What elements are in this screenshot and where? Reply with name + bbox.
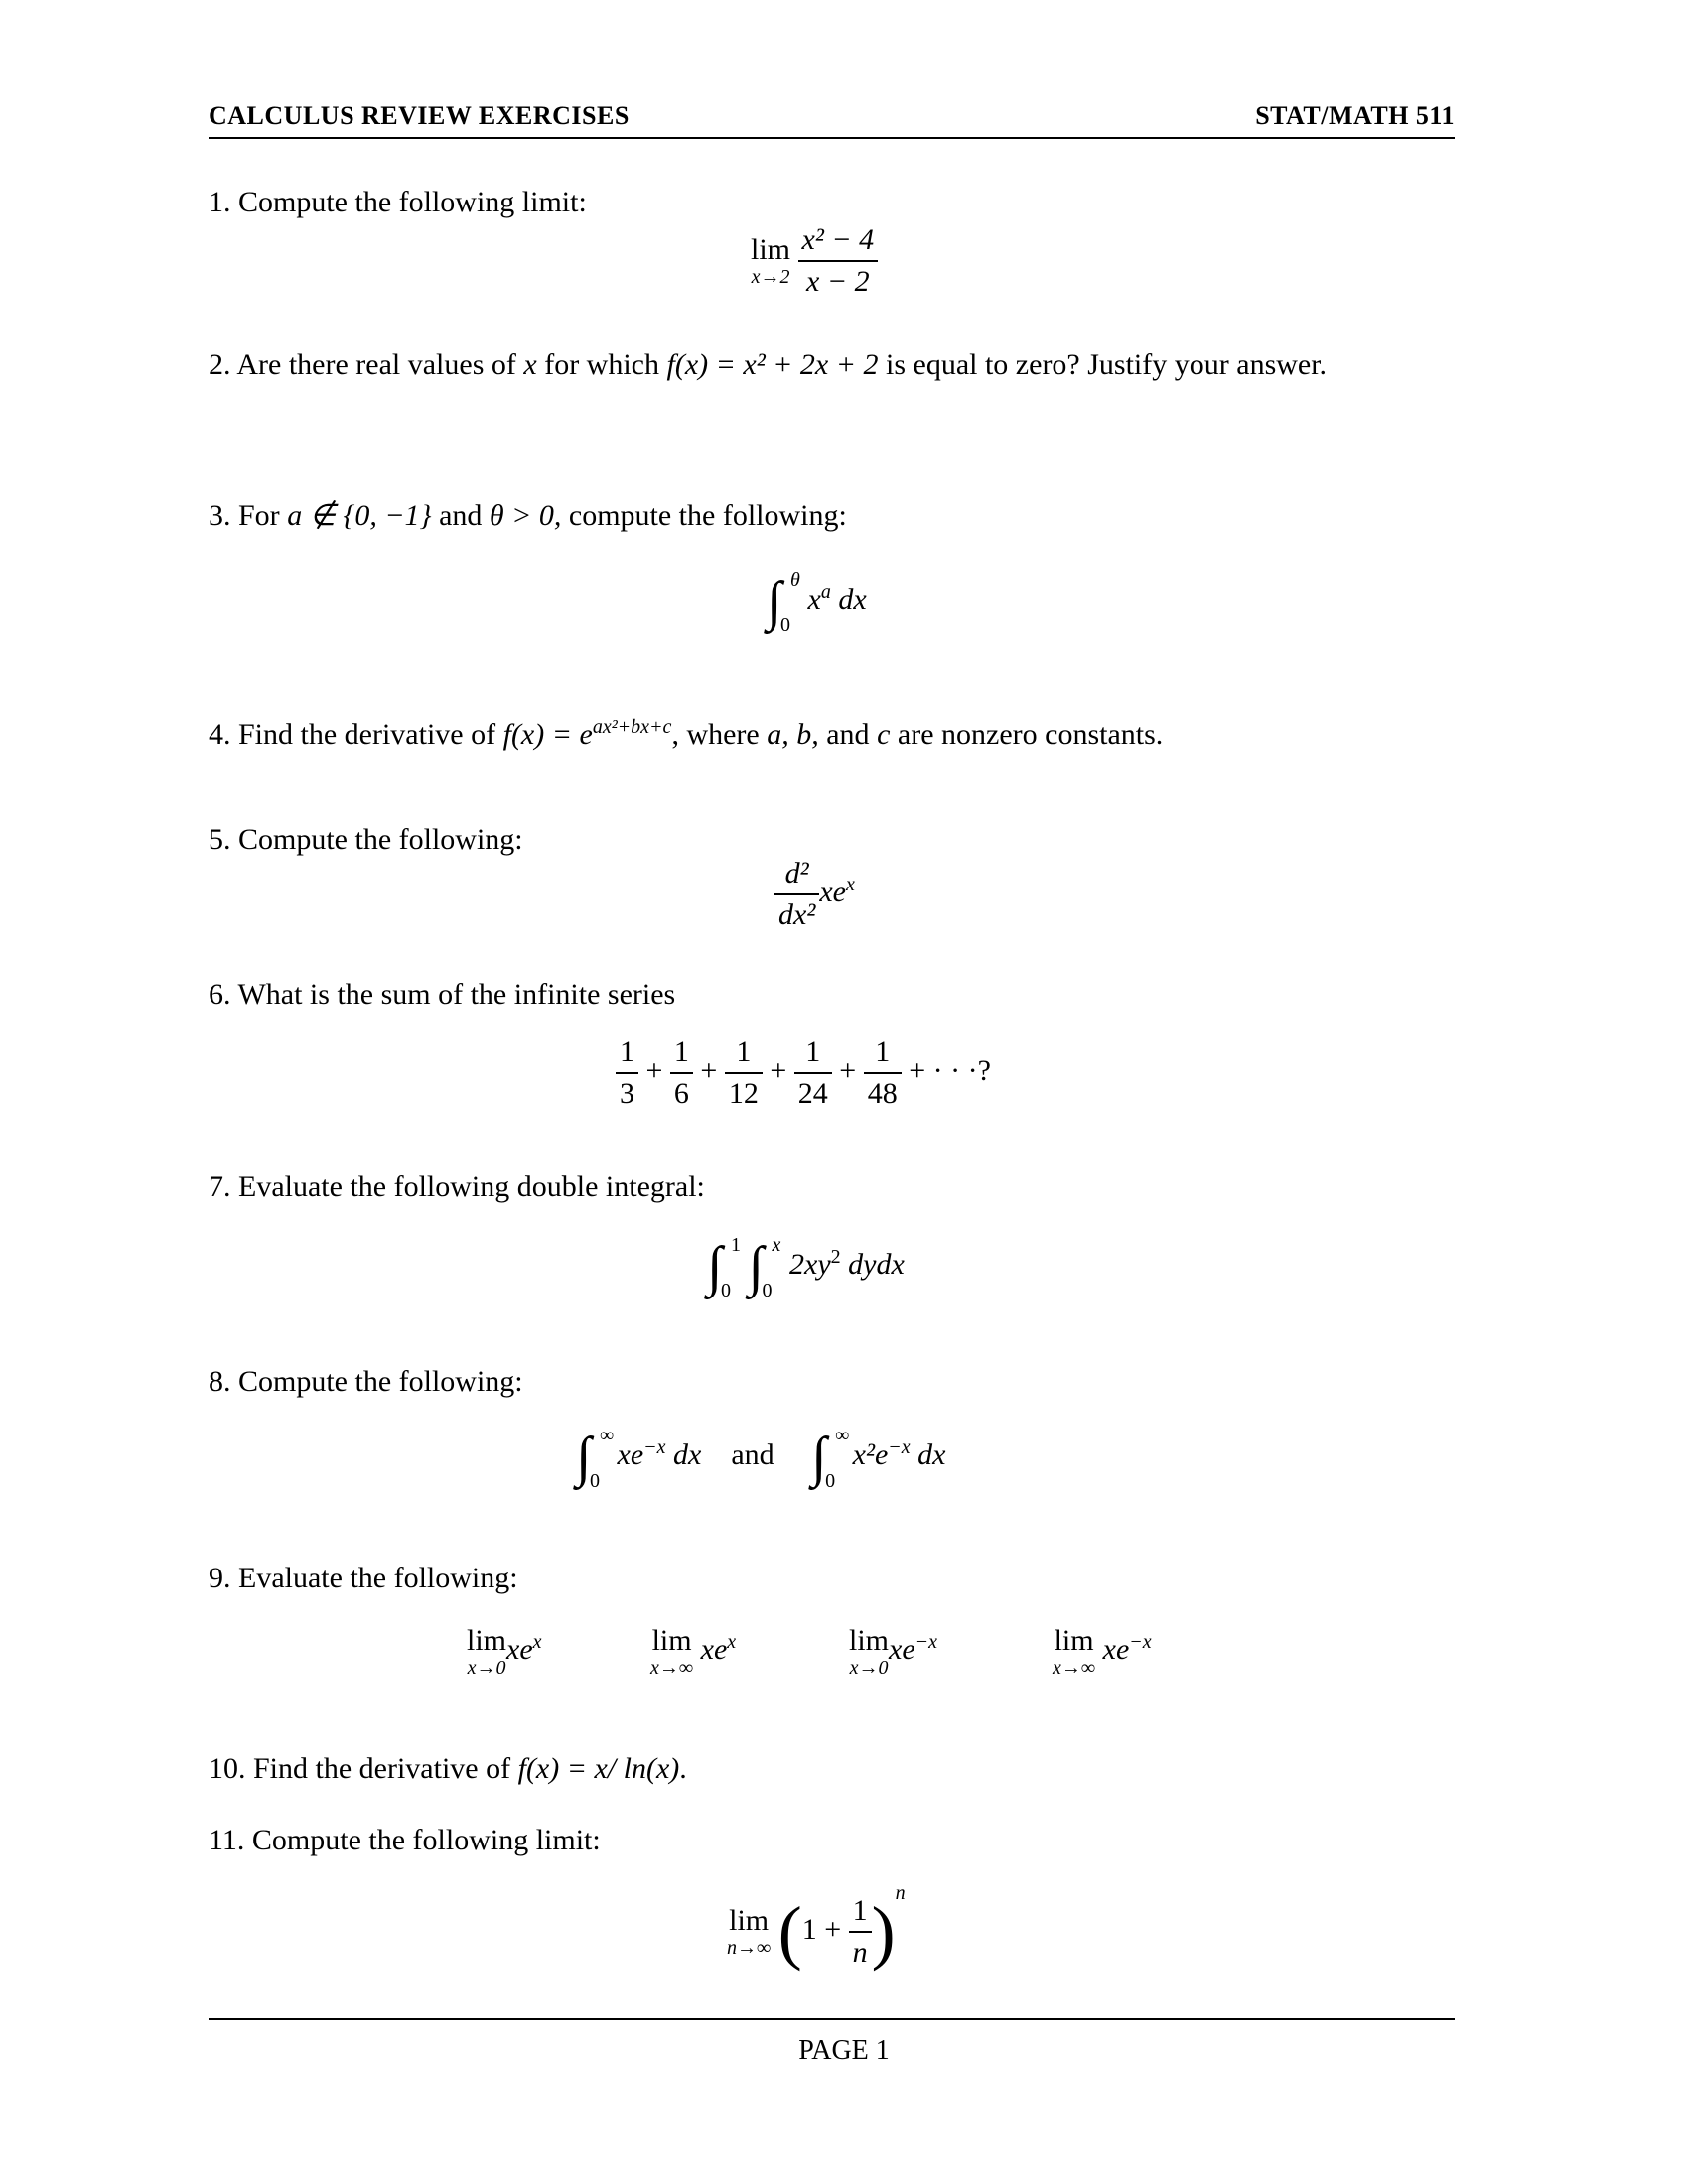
- q9-limit-2: lim x→0 $xe^{-x}$: [849, 1624, 938, 1679]
- fraction: $\frac{\text{x² − 4}}{x - 2}$: [798, 220, 879, 302]
- question-7: 7. Evaluate the following double integral:: [209, 1170, 705, 1203]
- integral-sign-icon: ∫ θ 0: [767, 569, 800, 636]
- integral-sign-icon: ∫ ∞ 0: [811, 1425, 850, 1492]
- integral-sign-icon: ∫ x 0: [748, 1234, 781, 1301]
- q5-derivative-expression: $\frac{\text{d²}}{\text{dx²}}$ $xe^x$: [774, 854, 855, 935]
- left-paren-icon: (: [777, 1892, 802, 1973]
- question-5: 5. Compute the following:: [209, 823, 523, 856]
- q6-series-expression: $\frac{1}{3}$ + $\frac{1}{6}$ + $\frac{1}{12}$ + $\frac{1}{24}$ + $\frac{1}{48}$ + · · ·?: [616, 1032, 991, 1114]
- integral-sign-icon: ∫ 1 0: [707, 1234, 741, 1301]
- page-header: [209, 99, 1455, 139]
- footer-divider: [209, 2018, 1455, 2020]
- question-6: 6. What is the sum of the infinite series: [209, 978, 676, 1011]
- question-2: 2. Are there real values of x for which f(x) = x² + 2x + 2 is equal to zero? Justify your answer.: [209, 348, 1328, 381]
- question-1: [209, 183, 1455, 222]
- q7-double-integral-expression: ∫ 1 0 ∫ x 0 $2xy^2$ dydx: [707, 1234, 905, 1301]
- page-number: PAGE 1: [798, 2035, 890, 2066]
- question-3: 3. For a ∉ {0, −1} and θ > 0, compute the following:: [209, 499, 847, 532]
- header-course: STAT/MATH 511: [1255, 101, 1455, 130]
- question-4: 4. Find the derivative of $f(x) = e^{ax^2+bx+c}$, where a, b, and c are nonzero constants.: [209, 716, 1164, 751]
- q8-integrals-expression: ∫ ∞ 0 $xe^{-x}$ dx and ∫ ∞ 0 $x^2e^{-x}$ dx: [576, 1425, 946, 1492]
- integral-sign-icon: ∫ ∞ 0: [576, 1425, 615, 1492]
- header-title: CALCULUS REVIEW EXERCISES: [209, 101, 630, 130]
- right-paren-icon: ): [871, 1892, 896, 1973]
- q9-limit-3: lim x→∞ $xe^{-x}$: [1053, 1624, 1152, 1679]
- question-11: 11. Compute the following limit:: [209, 1824, 601, 1856]
- limit-operator: lim x→2: [751, 233, 791, 288]
- question-text: Compute the following limit:: [238, 186, 587, 218]
- question-10: 10. Find the derivative of f(x) = x/ ln(x).: [209, 1752, 687, 1785]
- q9-limit-1: lim x→∞ $xe^x$: [650, 1624, 737, 1679]
- q11-limit-expression: lim n→∞ (1 + $\frac{1}{n}$ )$^n$: [727, 1882, 906, 1973]
- question-8: 8. Compute the following:: [209, 1365, 523, 1398]
- q9-limit-0: lim x→0 $xe^x$: [467, 1624, 542, 1679]
- question-number: 1.: [209, 186, 231, 218]
- q1-limit-expression: [751, 220, 878, 302]
- question-9: 9. Evaluate the following:: [209, 1562, 518, 1594]
- q3-integral-expression: ∫ θ 0 $x^a$ dx: [767, 569, 867, 636]
